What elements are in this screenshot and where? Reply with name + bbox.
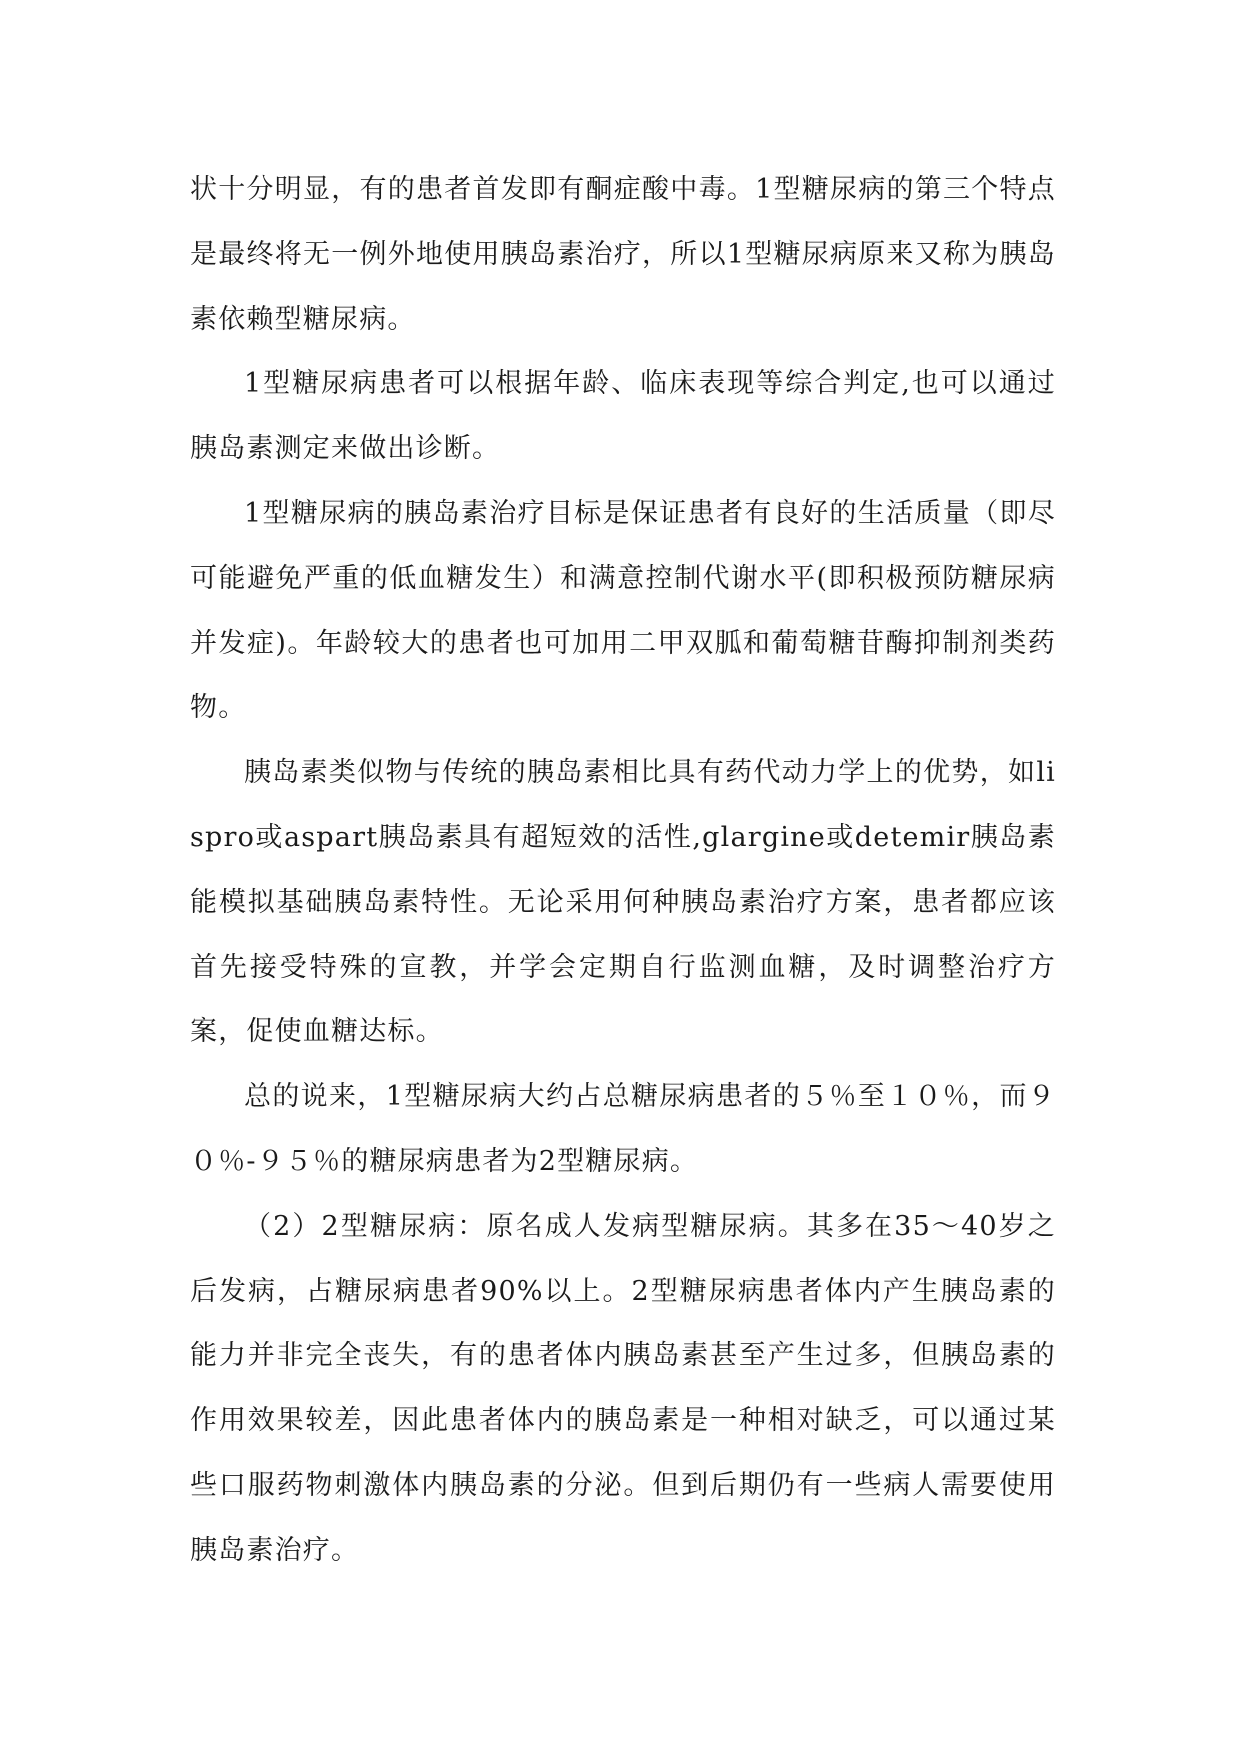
paragraph-1: 状十分明显，有的患者首发即有酮症酸中毒。1型糖尿病的第三个特点是最终将无一例外地使用胰岛素治疗，所以1型糖尿病原来又称为胰岛素依赖型糖尿病。 — [190, 174, 1056, 335]
paragraph-3: 1型糖尿病的胰岛素治疗目标是保证患者有良好的生活质量（即尽可能避免严重的低血糖发生）和满意控制代谢水平(即积极预防糖尿病并发症)。年龄较大的患者也可加用二甲双胍和葡萄糖苷酶抑制剂类药物。 — [190, 497, 1056, 724]
paragraph-6: （2）2型糖尿病：原名成人发病型糖尿病。其多在35～40岁之后发病，占糖尿病患者90%以上。2型糖尿病患者体内产生胰岛素的能力并非完全丧失，有的患者体内胰岛素甚至产生过多，但胰岛素的作用效果较差，因此患者体内的胰岛素是一种相对缺乏，可以通过某些口服药物刺激体内胰岛素的分泌。但到后期仍有一些病人需要使用胰岛素治疗。 — [190, 1210, 1056, 1566]
paragraph-4: 胰岛素类似物与传统的胰岛素相比具有药代动力学上的优势，如lispro或aspart胰岛素具有超短效的活性,glargine或detemir胰岛素能模拟基础胰岛素特性。无论采用何种胰岛素治疗方案，患者都应该首先接受特殊的宣教，并学会定期自行监测血糖，及时调整治疗方案，促使血糖达标。 — [190, 757, 1056, 1048]
paragraph-2: 1型糖尿病患者可以根据年龄、临床表现等综合判定,也可以通过胰岛素测定来做出诊断。 — [190, 368, 1056, 465]
body-text — [190, 158, 1056, 1584]
paragraph-5: 总的说来，1型糖尿病大约占总糖尿病患者的５％至１０％，而９０％-９５％的糖尿病患者为2型糖尿病。 — [190, 1081, 1056, 1177]
